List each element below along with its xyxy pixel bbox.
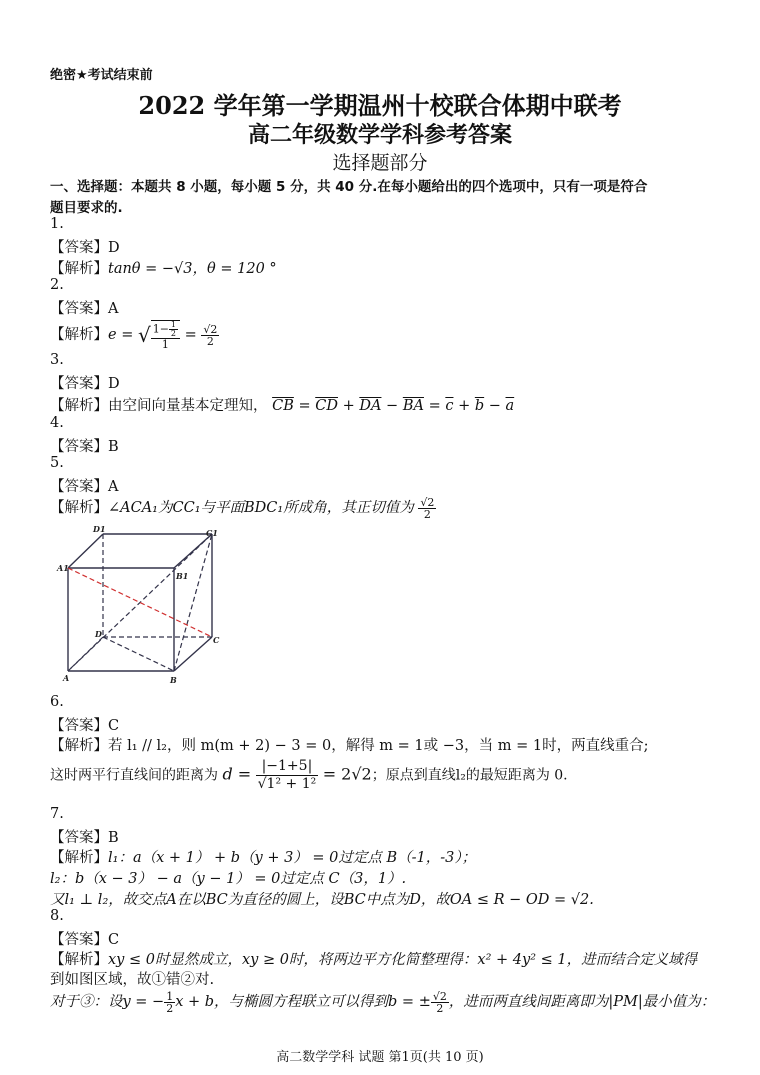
q2-analysis (50, 320, 219, 350)
q7-analysis-label: 【解析】 (50, 850, 108, 866)
instructions-line-1: 一、选择题：本题共 8 小题，每小题 5 分，共 40 分.在每小题给出的四个选项中，只有一项是符合 (50, 179, 648, 195)
q8-number: 8. (50, 908, 64, 924)
q2-result-num: √2 (203, 322, 218, 336)
q2-half-den: 2 (170, 329, 177, 338)
q3-vec-b: $\overline{b}$ (474, 398, 485, 414)
q2-sqrt-sign: √ (137, 323, 151, 347)
q8-line3-a: 对于③：设y = − (50, 994, 165, 1010)
q3-answer: 【答案】D (50, 376, 120, 392)
label-b1: B1 (176, 571, 189, 581)
q7-line1-text: l₁：a（x + 1） + b（y + 3） = 0过定点 B（-1，-3）； (108, 850, 477, 866)
q6-number: 6. (50, 694, 64, 710)
q8-slope-den: 2 (166, 1001, 174, 1015)
diag-db (103, 637, 174, 671)
q8-answer: 【答案】C (50, 932, 120, 948)
q2-inner-num: 1− (152, 322, 169, 336)
q8-analysis-line-2: 到如图区域，故①错②对. (50, 972, 215, 988)
q2-result (201, 324, 219, 347)
q6-answer: 【答案】C (50, 718, 120, 734)
q2-inner-den: 1 (161, 338, 169, 351)
q8-line3-b: x + b，与椭圆方程联立可以得到b = ± (175, 994, 431, 1010)
q2-result-den: 2 (206, 334, 214, 348)
q6-analysis-text: 若 l₁ // l₂，则 m(m + 2) − 3 = 0，解得 m = 1或 −3，当 m = 1时，两直线重合; (108, 738, 649, 754)
q2-answer: 【答案】A (50, 301, 119, 317)
q5-number: 5. (50, 455, 64, 471)
q6-line2-suffix: ；原点到直线l₂的最短距离为 0. (371, 767, 568, 784)
q2-equals: = (184, 327, 197, 343)
cube-figure (55, 525, 230, 690)
q1-answer: 【答案】D (50, 240, 120, 256)
q3-vec-ba: $\overline{BA}$ (402, 398, 424, 414)
q8-b-num: √2 (432, 989, 447, 1003)
q2-half-num: 1 (170, 320, 177, 329)
diag-bc1 (174, 534, 212, 671)
classification-mark: 绝密★考试结束前 (50, 68, 153, 83)
q7-number: 7. (50, 806, 64, 822)
q6-d-den: √1² + 1² (257, 776, 317, 792)
q2-e-prefix: e = (108, 327, 134, 343)
q6-distance-fraction (256, 758, 319, 793)
q8-analysis-line-3 (50, 990, 715, 1014)
section-heading: 选择题部分 (332, 152, 428, 174)
instructions-line-2: 题目要求的. (50, 200, 123, 216)
q5-analysis (50, 496, 436, 520)
q8-b-den: 2 (436, 1001, 444, 1015)
label-d1: D1 (93, 525, 106, 534)
label-a1: A1 (57, 563, 69, 573)
q6-d-eq: d = (222, 764, 252, 784)
q7-analysis-line-2: l₂：b（x − 3） − a（y − 1） = 0过定点 C（3，1）. (50, 871, 407, 887)
label-d: D (95, 629, 102, 639)
q3-vec-cb: $\overline{CB}$ (272, 398, 294, 414)
q1-analysis-text: tanθ = −√3，θ = 120 ° (108, 261, 277, 277)
q5-result-den: 2 (423, 507, 431, 521)
q7-analysis-line-3: 又l₁ ⊥ l₂，故交点A在以BC为直径的圆上，设BC中点为D，故OA ≤ R − OD = √2. (50, 892, 594, 908)
edge-d1a1 (68, 534, 103, 568)
page-footer: 高二数学学科 试题 第1页(共 10 页) (276, 1050, 484, 1065)
q8-analysis-line-1 (50, 948, 697, 969)
q1-number: 1. (50, 216, 64, 232)
q3-analysis-text: 由空间向量基本定理知， (108, 398, 268, 414)
q5-analysis-text: ∠ACA₁为CC₁与平面BDC₁所成角，其正切值为 (108, 500, 414, 516)
q2-half (169, 321, 178, 338)
q1-analysis (50, 257, 277, 278)
q8-line3-c: ，进而两直线间距离即为|PM|最小值为： (448, 994, 716, 1010)
q6-analysis-line-2 (50, 758, 568, 793)
q3-analysis-label: 【解析】 (50, 398, 108, 414)
q3-analysis: 【解析】由空间向量基本定理知， $\overline{CB} = \overline{CD} + \overline{DA} - \overline{BA} = \overline{c} + \overline{b} - \overline{a}$ (50, 398, 515, 414)
q7-answer: 【答案】B (50, 830, 119, 846)
q5-result (418, 497, 436, 520)
q2-inner-fraction (151, 320, 180, 350)
q2-number: 2. (50, 277, 64, 293)
q1-analysis-label: 【解析】 (50, 261, 108, 277)
q5-answer: 【答案】A (50, 479, 119, 495)
q8-slope-fraction (164, 991, 175, 1014)
q8-slope-num: 1 (166, 989, 174, 1003)
exam-title: 2022 学年第一学期温州十校联合体期中联考 (138, 91, 622, 120)
edge-c1b1 (174, 534, 212, 568)
q6-analysis-line-1 (50, 734, 648, 755)
q5-analysis-label: 【解析】 (50, 500, 108, 516)
q7-analysis-line-1 (50, 846, 476, 867)
exam-subtitle: 高二年级数学学科参考答案 (247, 122, 512, 148)
edge-bc (174, 637, 212, 671)
q3-vec-c: $\overline{c}$ (445, 398, 454, 414)
q3-vec-da: $\overline{DA}$ (359, 398, 382, 414)
label-c1: C1 (206, 528, 218, 538)
q3-vec-cd: $\overline{CD}$ (315, 398, 338, 414)
label-c: C (213, 635, 220, 645)
label-a: A (63, 673, 70, 683)
label-b: B (170, 675, 177, 685)
q3-number: 3. (50, 352, 64, 368)
q4-number: 4. (50, 415, 64, 431)
q5-result-num: √2 (420, 495, 435, 509)
q8-line1-text: xy ≤ 0时显然成立，xy ≥ 0时，将两边平方化简整理得：x² + 4y² ≤ 1，进而结合定义域得 (108, 952, 698, 968)
q8-analysis-label: 【解析】 (50, 952, 108, 968)
q6-analysis-label: 【解析】 (50, 738, 108, 754)
q4-answer: 【答案】B (50, 439, 119, 455)
q6-line2-prefix: 这时两平行直线间的距离为 (50, 767, 218, 784)
q6-d-result: = 2√2 (322, 764, 372, 784)
q8-b-fraction (431, 991, 449, 1014)
q2-analysis-label: 【解析】 (50, 327, 108, 343)
q6-d-num: |−1+5| (256, 758, 319, 776)
q3-vec-a: $\overline{a}$ (505, 398, 515, 414)
